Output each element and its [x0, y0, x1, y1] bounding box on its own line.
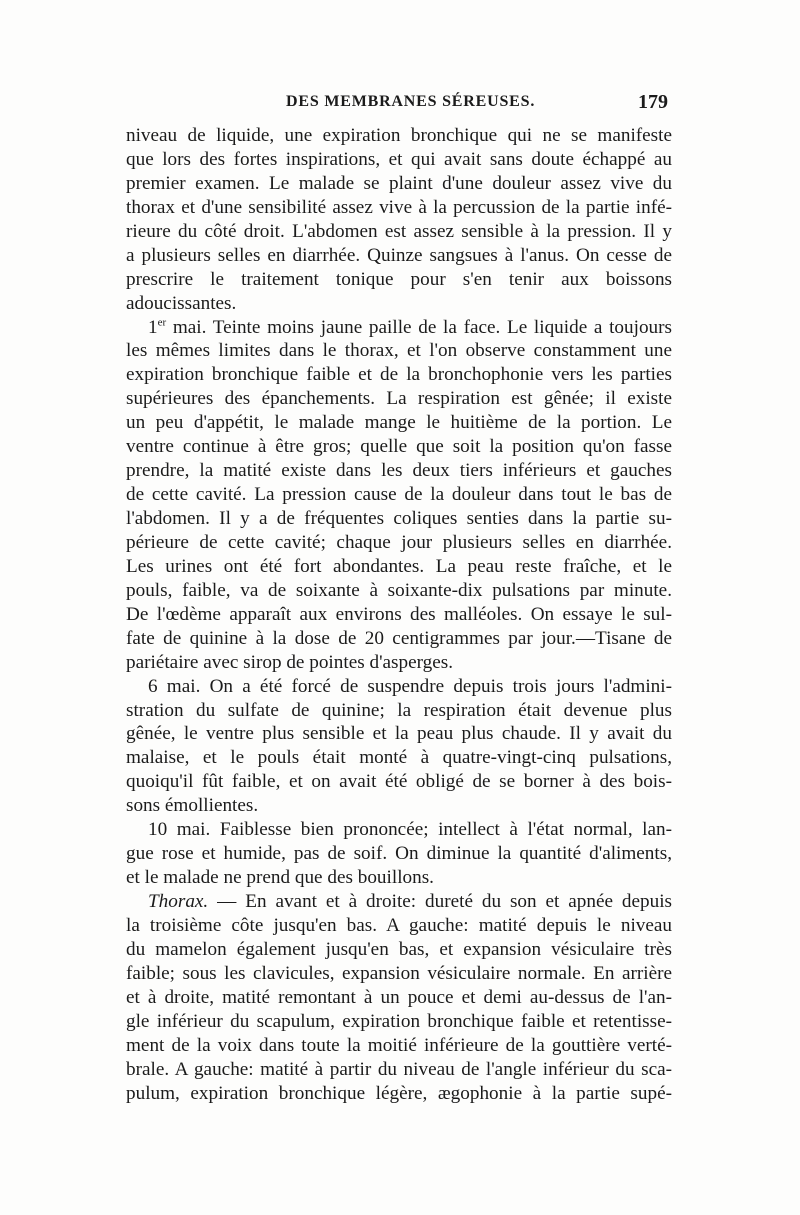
thorax-label: Thorax. — [148, 891, 209, 912]
text-line: les mêmes limites dans le thorax, et l'on observe constamment une — [126, 340, 672, 362]
text-line: pariétaire avec sirop de pointes d'asperges. — [126, 651, 454, 673]
text-line: — En avant et à droite: dureté du son et apnée depuis — [217, 891, 672, 912]
text-line: du mamelon également jusqu'en bas, et expansion vésiculaire très — [126, 938, 672, 960]
text-line: fate de quinine à la dose de 20 centigrammes par jour.—Tisane de — [126, 627, 672, 649]
text-line: faible; sous les clavicules, expansion vésiculaire normale. En arrière — [126, 962, 672, 984]
page-header — [128, 93, 668, 119]
date-superscript: er — [157, 316, 167, 329]
text-line: premier examen. Le malade se plaint d'une douleur assez vive du — [126, 172, 672, 194]
text-line: et le malade ne prend que des bouillons. — [126, 867, 434, 889]
text-line: et à droite, matité remontant à un pouce et demi au-dessus de l'an- — [126, 986, 672, 1008]
paragraph-start-thorax — [126, 890, 672, 914]
text-line: rieure du côté droit. L'abdomen est assez sensible à la pression. Il y — [126, 220, 672, 242]
text-line: gue rose et humide, pas de soif. On diminue la quantité d'aliments, — [126, 843, 672, 865]
body-text — [126, 124, 672, 1105]
text-line: gênée, le ventre plus sensible et la peau plus chaude. Il y avait du — [126, 723, 672, 745]
text-line: que lors des fortes inspirations, et qui avait sans doute échappé au — [126, 148, 672, 170]
text-line: mai. Teinte moins jaune paille de la face. Le liquide a toujours — [172, 316, 672, 338]
text-line: ventre continue à être gros; quelle que soit la position qu'on fasse — [126, 436, 672, 458]
text-line: prescrire le traitement tonique pour s'en tenir aux boissons — [126, 268, 672, 290]
text-line: niveau de liquide, une expiration bronchique qui ne se manifeste — [126, 125, 672, 146]
paragraph-start-1er-mai — [126, 316, 672, 340]
text-line: la troisième côte jusqu'en bas. A gauche: matité depuis le niveau — [126, 914, 672, 936]
text-line: pulum, expiration bronchique légère, ægophonie à la partie supé- — [126, 1082, 672, 1104]
text-line: malaise, et le pouls était monté à quatre-vingt-cinq pulsations, — [126, 747, 672, 769]
text-line: a plusieurs selles en diarrhée. Quinze sangsues à l'anus. On cesse de — [126, 244, 672, 266]
text-line: stration du sulfate de quinine; la respiration était devenue plus — [126, 699, 672, 721]
text-line: pouls, faible, va de soixante à soixante-dix pulsations par minute. — [126, 579, 672, 601]
text-line: l'abdomen. Il y a de fréquentes coliques senties dans la partie su- — [126, 508, 672, 529]
text-line: gle inférieur du scapulum, expiration bronchique faible et retentisse- — [126, 1010, 672, 1032]
text-line: brale. A gauche: matité à partir du niveau de l'angle inférieur du sca- — [126, 1058, 672, 1080]
text-line: thorax et d'une sensibilité assez vive à la percussion de la partie infé- — [126, 196, 672, 218]
text-line: de cette cavité. La pression cause de la douleur dans tout le bas de — [126, 484, 672, 506]
text-line: Les urines ont été fort abondantes. La peau reste fraîche, et le — [126, 555, 672, 577]
running-title: DES MEMBRANES SÉREUSES. — [286, 93, 536, 110]
text-line: 10 mai. Faiblesse bien prononcée; intellect à l'état normal, lan- — [148, 819, 672, 841]
text-line: quoiqu'il fût faible, et on avait été obligé de se borner à des bois- — [126, 771, 672, 793]
text-line: supérieures des épanchements. La respiration est gênée; il existe — [126, 388, 672, 410]
text-line: prendre, la matité existe dans les deux tiers inférieurs et gauches — [126, 460, 672, 482]
text-line: expiration bronchique faible et de la bronchophonie vers les parties — [126, 364, 672, 386]
text-line: adoucissantes. — [126, 292, 237, 314]
date-day: 1 — [148, 316, 158, 338]
text-line: ment de la voix dans toute la moitié inférieure de la gouttière verté- — [126, 1034, 672, 1056]
text-line: un peu d'appétit, le malade mange le huitième de la portion. Le — [126, 412, 672, 434]
text-line: 6 mai. On a été forcé de suspendre depuis trois jours l'admini- — [148, 675, 672, 697]
text-line: sons émollientes. — [126, 795, 259, 817]
page-number: 179 — [638, 91, 668, 113]
text-line: périeure de cette cavité; chaque jour plusieurs selles en diarrhée. — [126, 531, 672, 553]
text-line: De l'œdème apparaît aux environs des malléoles. On essaye le sul- — [126, 603, 672, 625]
